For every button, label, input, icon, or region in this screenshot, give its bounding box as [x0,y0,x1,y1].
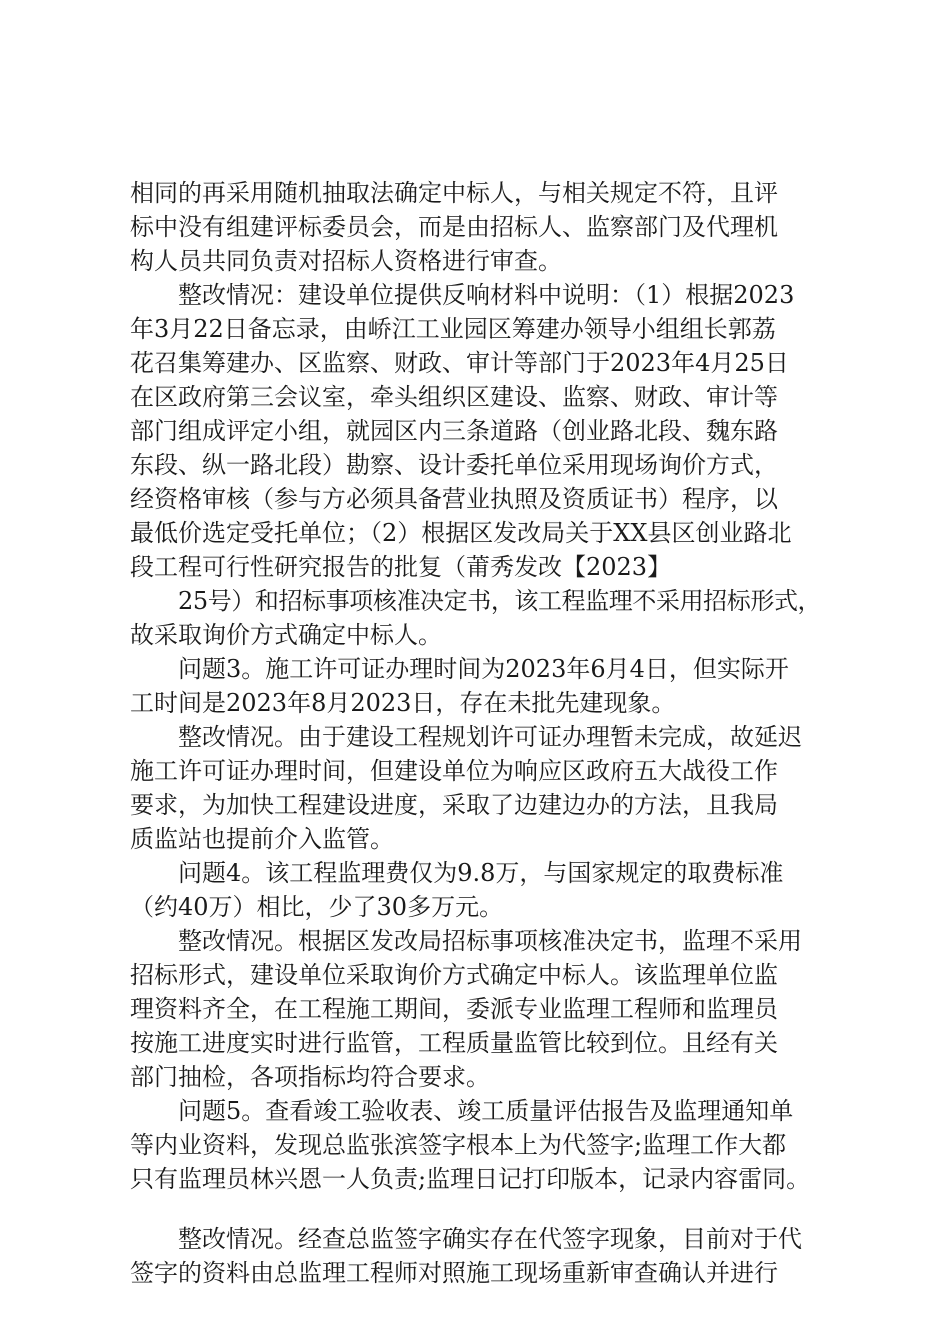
text-line: 整改情况。根据区发改局招标事项核准决定书，监理不采用 [178,927,802,955]
text-line: 年3月22日备忘录，由峤江工业园区筹建办领导小组组长郭荔 [130,315,776,343]
text-line: 按施工进度实时进行监管，工程质量监管比较到位。且经有关 [130,1029,778,1057]
text-line: 理资料齐全，在工程施工期间，委派专业监理工程师和监理员 [130,995,778,1023]
text-line: 经资格审核（参与方必须具备营业执照及资质证书）程序，以 [130,485,778,513]
text-line: 质监站也提前介入监管。 [130,825,394,853]
text-line: 标中没有组建评标委员会，而是由招标人、监察部门及代理机 [130,213,778,241]
text-line: 问题3。施工许可证办理时间为2023年6月4日，但实际开 [178,655,789,683]
text-line: 要求，为加快工程建设进度，采取了边建边办的方法，且我局 [130,791,778,819]
text-line: 最低价选定受托单位；（2）根据区发改局关于XX县区创业路北 [130,519,792,547]
text-line: （约40万）相比，少了30多万元。 [130,893,504,921]
text-line: 施工许可证办理时间，但建设单位为响应区政府五大战役工作 [130,757,778,785]
text-line: 签字的资料由总监理工程师对照施工现场重新审查确认并进行 [130,1259,778,1287]
text-line: 东段、纵一路北段）勘察、设计委托单位采用现场询价方式， [130,451,778,479]
text-line: 段工程可行性研究报告的批复（莆秀发改【2023】 [130,553,672,581]
text-line: 工时间是2023年8月2023日，存在未批先建现象。 [130,689,676,717]
text-line: 部门组成评定小组，就园区内三条道路（创业路北段、魏东路 [130,417,778,445]
text-line: 故采取询价方式确定中标人。 [130,621,442,649]
text-line: 问题5。查看竣工验收表、竣工质量评估报告及监理通知单 [178,1097,794,1125]
text-line: 整改情况：建设单位提供反响材料中说明：（1）根据2023 [178,281,795,309]
text-line: 花召集筹建办、区监察、财政、审计等部门于2023年4月25日 [130,349,789,377]
text-line: 在区政府第三会议室，牵头组织区建设、监察、财政、审计等 [130,383,778,411]
text-line: 部门抽检，各项指标均符合要求。 [130,1063,490,1091]
text-line: 招标形式，建设单位采取询价方式确定中标人。该监理单位监 [130,961,778,989]
text-line: 构人员共同负责对招标人资格进行审查。 [130,247,562,275]
text-line: 等内业资料，发现总监张滨签字根本上为代签字;监理工作大都 [130,1131,787,1159]
text-line: 整改情况。由于建设工程规划许可证办理暂未完成，故延迟 [178,723,802,751]
text-line: 问题4。该工程监理费仅为9.8万，与国家规定的取费标准 [178,859,784,887]
text-line: 整改情况。经查总监签字确实存在代签字现象，目前对于代 [178,1225,802,1253]
text-line: 相同的再采用随机抽取法确定中标人，与相关规定不符，且评 [130,179,778,207]
text-line: 25号）和招标事项核准决定书，该工程监理不采用招标形式， [178,587,822,615]
text-line: 只有监理员林兴恩一人负责;监理日记打印版本，记录内容雷同。 [130,1165,811,1193]
